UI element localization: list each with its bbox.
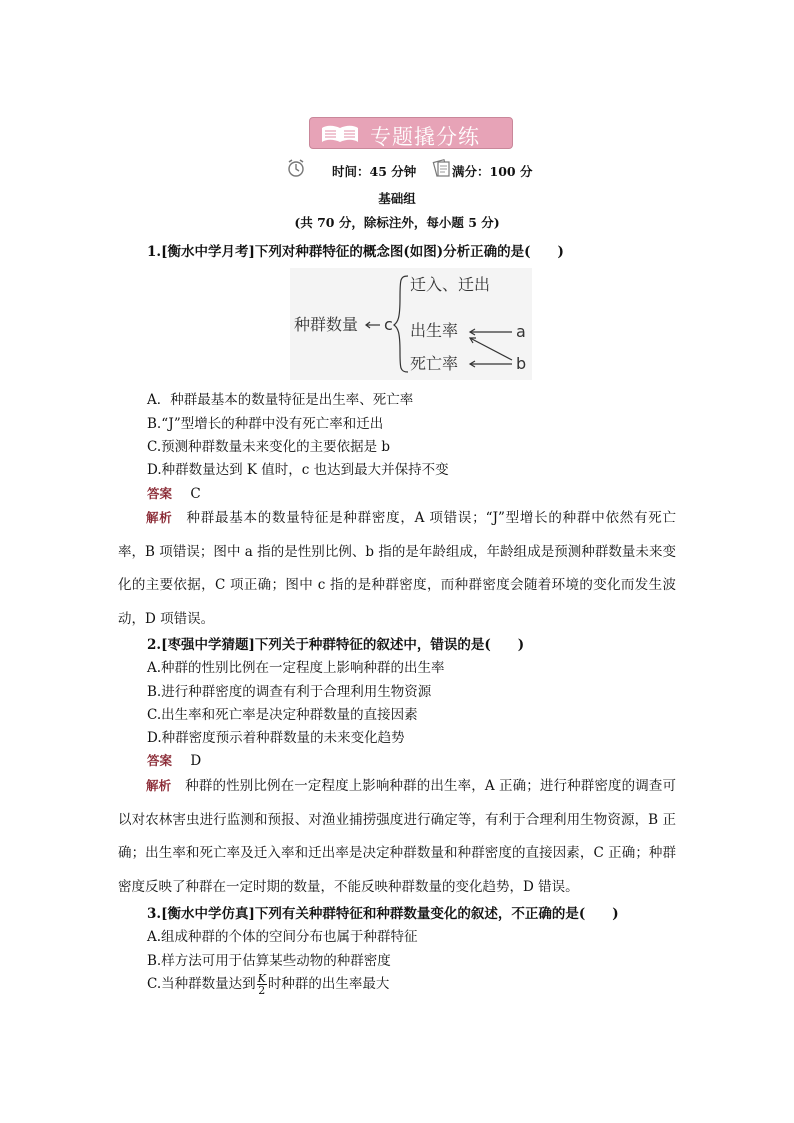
exam-meta	[286, 158, 546, 180]
q3-option-a: A.组成种群的个体的空间分布也属于种群特征	[147, 929, 418, 945]
group-title: 基础组	[378, 191, 416, 206]
q2-option-c: C.出生率和死亡率是决定种群数量的直接因素	[147, 707, 418, 723]
section-title: 专题撬分练	[370, 125, 480, 149]
q3-option-c	[147, 972, 389, 996]
q1-analysis-first: 种群最基本的数量特征是种群密度，A 项错误；“J”型增长的种群中依然有死亡	[186, 510, 676, 526]
k-over-2-fraction	[257, 973, 267, 996]
papers-icon	[432, 158, 452, 178]
score-note: (共 70 分，除标注外，每小题 5 分)	[294, 215, 500, 230]
open-book-icon	[320, 124, 360, 144]
diagram-b-label: b	[516, 354, 527, 373]
q1-answer-value: C	[190, 486, 201, 502]
q1-option-c: C.预测种群数量未来变化的主要依据是 b	[147, 439, 391, 455]
q1-option-d: D.种群数量达到 K 值时，c 也达到最大并保持不变	[147, 462, 449, 478]
q3-option-c-post: 时种群的出生率最大	[267, 976, 390, 992]
q1-stem: 1.[衡水中学月考]下列对种群特征的概念图(如图)分析正确的是( )	[147, 244, 564, 260]
q3-stem: 3.[衡水中学仿真]下列有关种群特征和种群数量变化的叙述，不正确的是( )	[147, 906, 619, 922]
alarm-clock-icon	[286, 158, 306, 178]
q2-stem: 2.[枣强中学猜题]下列关于种群特征的叙述中，错误的是( )	[147, 637, 525, 653]
q2-analysis-first: 种群的性别比例在一定程度上影响种群的出生率，A 正确；进行种群密度的调查	[185, 778, 663, 794]
concept-diagram	[290, 268, 532, 380]
time-limit: 时间：45 分钟	[332, 164, 417, 179]
q2-option-d: D.种群密度预示着种群数量的未来变化趋势	[147, 730, 405, 746]
diagram-item-birthrate: 出生率	[410, 321, 459, 340]
q1-answer	[147, 484, 201, 502]
diagram-main-label: 种群数量	[294, 315, 359, 334]
q1-analysis	[118, 501, 676, 636]
answer-label: 答案	[147, 486, 173, 501]
q1-option-a: A．种群最基本的数量特征是出生率、死亡率	[147, 392, 414, 408]
analysis-label: 解析	[146, 510, 173, 525]
arrow-b-to-birthrate	[470, 338, 512, 360]
q1-analysis-rest: 率，B 项错误；图中 a 指的是性别比例、b 指的是年龄组成，年龄组成是预测种群数量未来变化的主要依据，C 项正确；图中 c 指的是种群密度，而种群密度会随着环境的变化而发生波动，D 项错误。	[118, 543, 676, 627]
q2-option-a: A.种群的性别比例在一定程度上影响种群的出生率	[147, 660, 445, 676]
diagram-brace	[394, 276, 408, 372]
section-banner	[309, 117, 513, 149]
q2-answer	[147, 751, 201, 769]
q2-option-b: B.进行种群密度的调查有利于合理利用生物资源	[147, 684, 432, 700]
diagram-item-deathrate: 死亡率	[410, 354, 459, 373]
diagram-c-label: c	[384, 315, 393, 334]
q2-analysis	[118, 769, 676, 904]
diagram-item-migration: 迁入、迁出	[410, 275, 491, 294]
answer-label: 答案	[147, 753, 173, 768]
q1-option-b: B.“J”型增长的种群中没有死亡率和迁出	[147, 416, 384, 432]
q2-answer-value: D	[190, 753, 202, 769]
fraction-denominator: 2	[258, 984, 266, 997]
analysis-label: 解析	[146, 778, 172, 793]
fraction-numerator: K	[257, 972, 266, 985]
diagram-a-label: a	[516, 322, 526, 341]
q2-analysis-rest: 可以对农林害虫进行监测和预报、对渔业捕捞强度进行确定等，有利于合理利用生物资源，B 正确；出生率和死亡率及迁入率和迁出率是决定种群数量和种群密度的直接因素，C 正确；种群密度反映了种群在一定时期的数量，不能反映种群数量的变化趋势，D 错误。	[118, 778, 676, 895]
q3-option-b: B.样方法可用于估算某些动物的种群密度	[147, 953, 391, 969]
full-score: 满分：100 分	[452, 164, 533, 179]
q3-option-c-pre: C.当种群数量达到	[147, 976, 256, 992]
